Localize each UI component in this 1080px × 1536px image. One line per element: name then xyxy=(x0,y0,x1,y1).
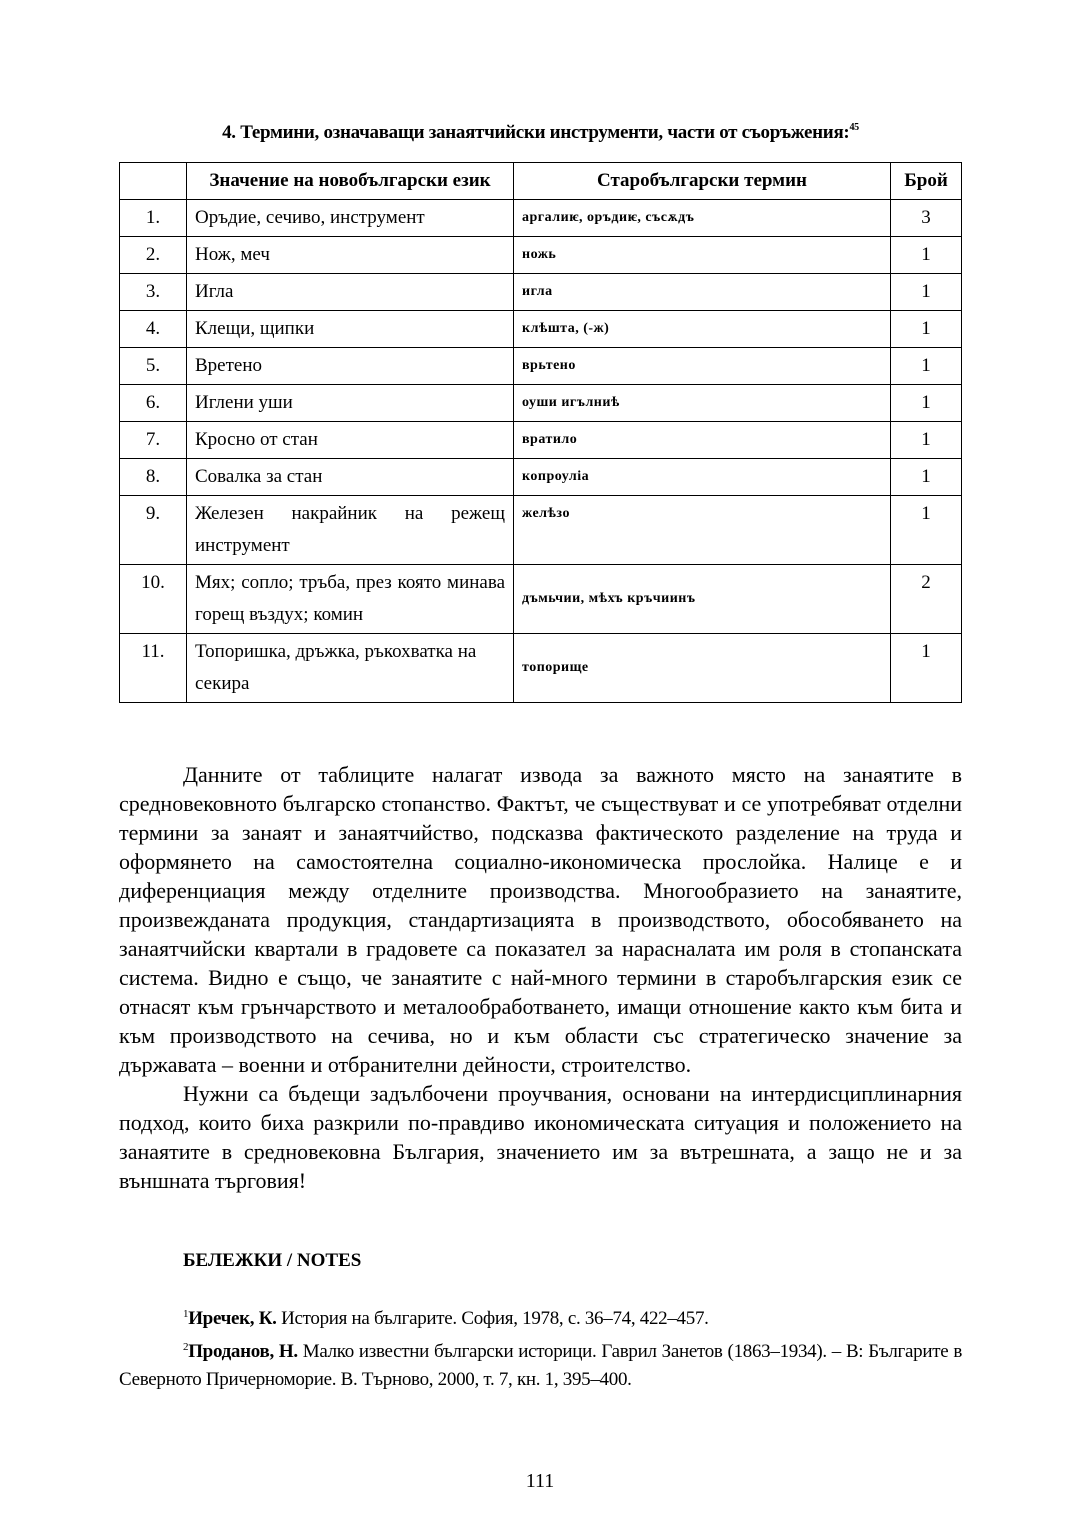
row-num: 9. xyxy=(120,496,187,565)
table-row xyxy=(120,274,962,311)
row-num: 11. xyxy=(120,634,187,703)
header-term: Старобългарски термин xyxy=(514,163,891,200)
paragraph: Данните от таблиците налагат извода за важното място на занаятите в средновековното българско стопанство. Фактът, че съществуват и се употребяват отделни термини за занаят и занаятчийство, подсказва фактическото разделение на труда и оформянето на самостоятелна социално-икономическа прослойка. Налице е и диференциация между отделните производства. Многообразието на занаятите, произвежданата продукция, стандартизацията в производството, обособяването на занаятчийски квартали в градовете са показател за нарасналата им роля в стопанската система. Видно е също, че занаятите с най-много термини в старобългарския език се отнасят към грънчарството и металообработването, имащи отношение както към бита и към производството на сечива, но и към области със стратегическо значение за държавата – военни и отбранителни дейности, строителство. xyxy=(119,762,962,1077)
row-meaning: Совалка за стан xyxy=(187,459,514,496)
row-meaning: Мях; сопло; тръба, през която минава горещ въздух; комин xyxy=(187,565,514,634)
note-author: Иречек, К. xyxy=(188,1308,277,1329)
header-meaning: Значение на новобългарски език xyxy=(187,163,514,200)
row-count: 1 xyxy=(891,385,962,422)
row-count: 3 xyxy=(891,200,962,237)
header-count: Брой xyxy=(891,163,962,200)
header-num xyxy=(120,163,187,200)
row-num: 4. xyxy=(120,311,187,348)
row-term: врьтено xyxy=(514,348,891,385)
row-count: 1 xyxy=(891,274,962,311)
note-text: Малко известни български историци. Гаврил Занетов (1863–1934). – В: Българите в Северното Причерноморие. В. Търново, 2000, т. 7, кн. 1, 395–400. xyxy=(119,1341,962,1390)
paragraph: Нужни са бъдещи задълбочени проучвания, основани на интердисциплинарния подход, които биха разкрили по-правдиво икономическата ситуация и положението на занаятите в средновековна България, значението им за вътрешната, а защо не и за външната търговия! xyxy=(119,1081,962,1193)
table-row xyxy=(120,459,962,496)
note-item xyxy=(119,1333,962,1394)
table-row xyxy=(120,565,962,634)
row-count: 1 xyxy=(891,496,962,565)
row-count: 1 xyxy=(891,422,962,459)
row-term: копроуліа xyxy=(514,459,891,496)
row-term: клѣшта, (-ж) xyxy=(514,311,891,348)
row-meaning: Клещи, щипки xyxy=(187,311,514,348)
row-term: вратило xyxy=(514,422,891,459)
row-count: 1 xyxy=(891,634,962,703)
table-row xyxy=(120,200,962,237)
notes-list xyxy=(119,1300,962,1394)
table-row xyxy=(120,311,962,348)
row-num: 6. xyxy=(120,385,187,422)
table-caption xyxy=(119,122,962,144)
row-num: 2. xyxy=(120,237,187,274)
note-number: 1 xyxy=(183,1308,189,1320)
row-count: 1 xyxy=(891,459,962,496)
row-count: 1 xyxy=(891,348,962,385)
row-num: 10. xyxy=(120,565,187,634)
body-text xyxy=(119,760,962,1195)
row-term: игла xyxy=(514,274,891,311)
row-term: аргалиѥ, оръдиѥ, съсѫдъ xyxy=(514,200,891,237)
page-number: 111 xyxy=(525,1470,555,1492)
row-term: дъмьчии, мѣхъ кръчиинъ xyxy=(514,565,891,634)
notes-heading: БЕЛЕЖКИ / NOTES xyxy=(183,1250,362,1271)
row-count: 2 xyxy=(891,565,962,634)
table-row xyxy=(120,348,962,385)
row-num: 7. xyxy=(120,422,187,459)
terms-table xyxy=(119,162,962,703)
row-count: 1 xyxy=(891,237,962,274)
note-number: 2 xyxy=(183,1341,189,1353)
row-num: 1. xyxy=(120,200,187,237)
row-count: 1 xyxy=(891,311,962,348)
note-author: Проданов, Н. xyxy=(188,1341,298,1362)
note-text: История на българите. София, 1978, с. 36–74, 422–457. xyxy=(276,1308,709,1329)
row-num: 8. xyxy=(120,459,187,496)
row-term: ножь xyxy=(514,237,891,274)
row-num: 3. xyxy=(120,274,187,311)
footnote-ref[interactable]: 45 xyxy=(849,122,859,133)
row-meaning: Железен накрайник на режещ инструмент xyxy=(187,496,514,565)
table-row xyxy=(120,634,962,703)
row-meaning: Оръдие, сечиво, инструмент xyxy=(187,200,514,237)
note-item xyxy=(119,1300,962,1333)
table-header-row xyxy=(120,163,962,200)
row-meaning: Топоришка, дръжка, ръкохватка на секира xyxy=(187,634,514,703)
row-term: топорище xyxy=(514,634,891,703)
table-row xyxy=(120,385,962,422)
table-row xyxy=(120,422,962,459)
table-row xyxy=(120,237,962,274)
row-num: 5. xyxy=(120,348,187,385)
row-meaning: Иглени уши xyxy=(187,385,514,422)
row-meaning: Кросно от стан xyxy=(187,422,514,459)
row-meaning: Нож, меч xyxy=(187,237,514,274)
row-term: желѣзо xyxy=(514,496,891,565)
row-meaning: Игла xyxy=(187,274,514,311)
table-row xyxy=(120,496,962,565)
table-caption-text: 4. Термини, означаващи занаятчийски инструменти, части от съоръжения: xyxy=(222,122,850,143)
row-term: оуши игълниѣ xyxy=(514,385,891,422)
row-meaning: Вретено xyxy=(187,348,514,385)
